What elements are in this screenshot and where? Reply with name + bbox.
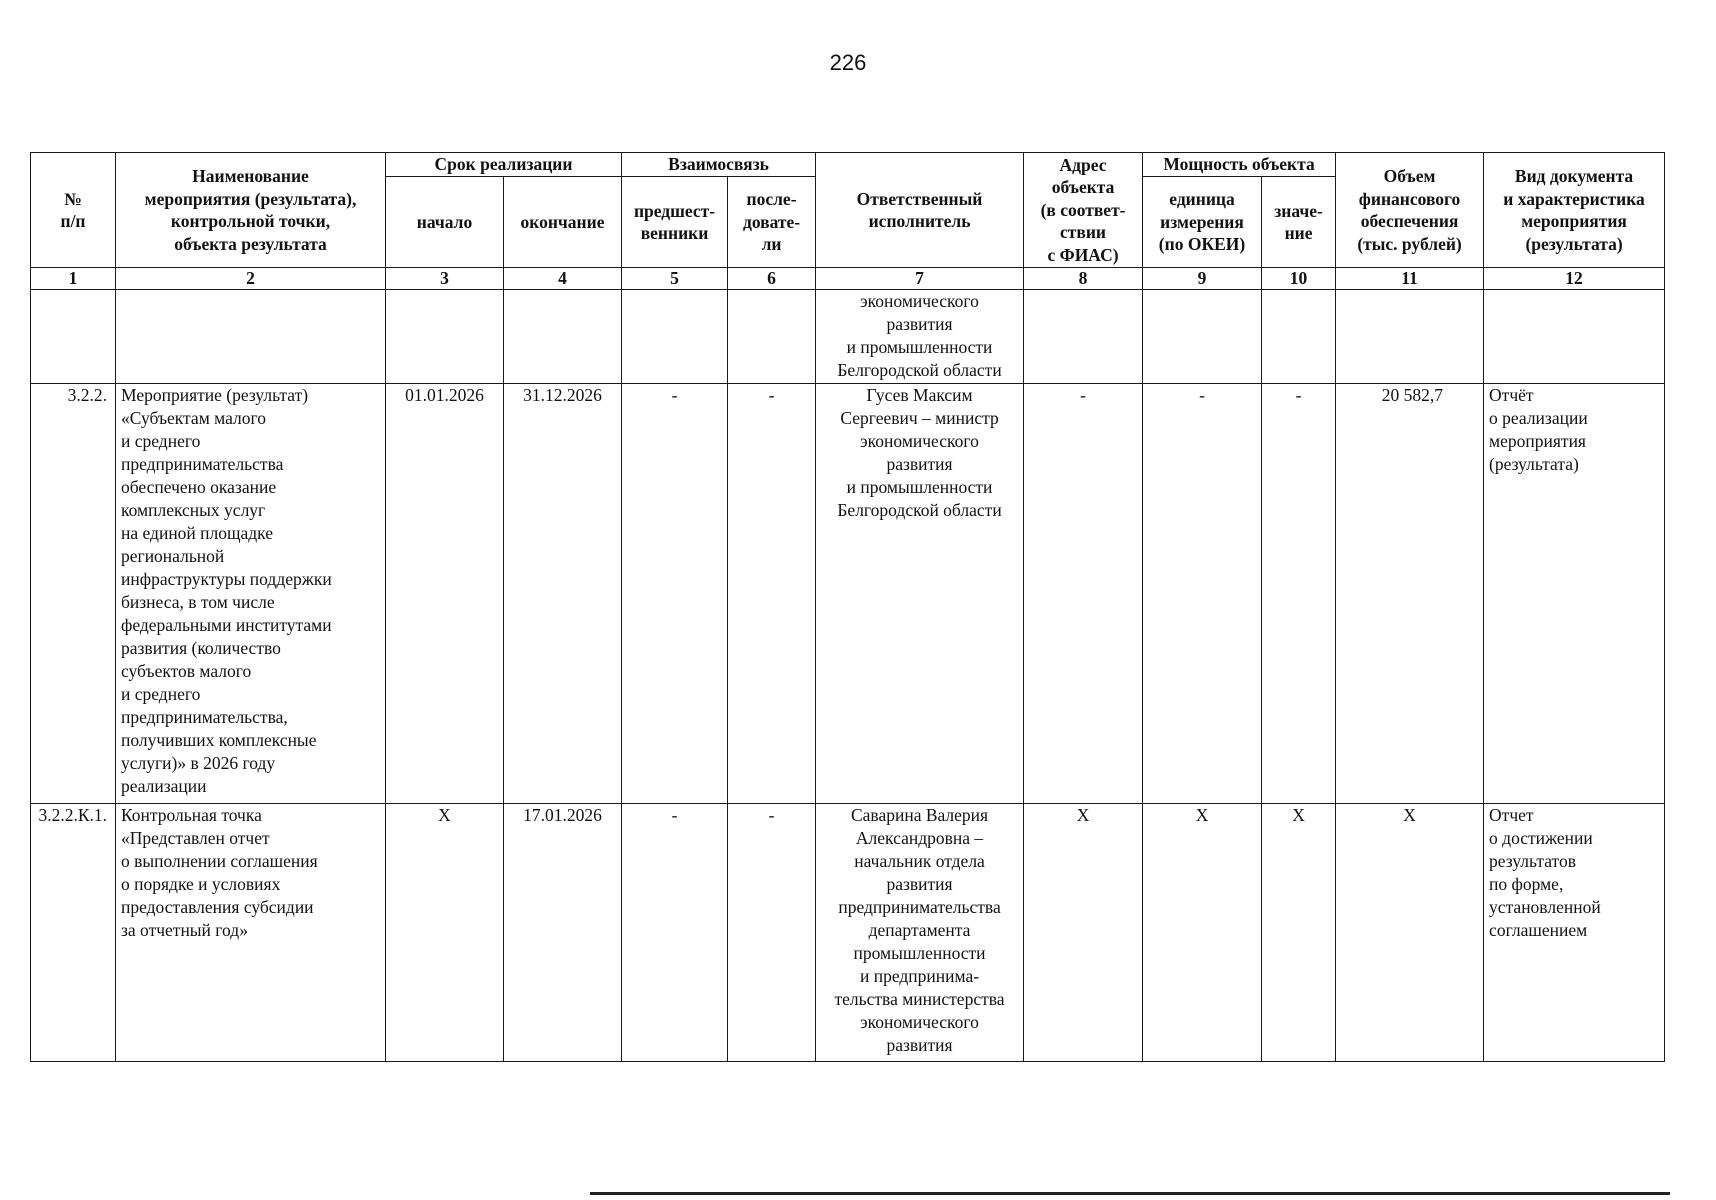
cell-responsible: экономического развития и промышленности Белгородской области bbox=[816, 290, 1024, 384]
cell-value: X bbox=[1262, 804, 1336, 1062]
header-document: Вид документа и характеристика мероприятия (результата) bbox=[1484, 153, 1665, 268]
cell-end: 31.12.2026 bbox=[504, 384, 622, 804]
cell-number: 3.2.2.К.1. bbox=[31, 804, 116, 1062]
cell-name: Контрольная точка «Представлен отчет о выполнении соглашения о порядке и условиях предоставления субсидии за отчетный год» bbox=[116, 804, 386, 1062]
header-number: № п/п bbox=[31, 153, 116, 268]
cell-name bbox=[116, 290, 386, 384]
column-number: 2 bbox=[116, 268, 386, 290]
cell-start bbox=[386, 290, 504, 384]
header-address: Адрес объекта (в соответ- ствии с ФИАС) bbox=[1024, 153, 1143, 268]
cell-name: Мероприятие (результат) «Субъектам малого и среднего предпринимательства обеспечено оказание комплексных услуг на единой площадке региональной инфраструктуры поддержки бизнеса, в том числе федеральными институтами развития (количество субъектов малого и среднего предпринимательства, получивших комплексные услуги)» в 2026 году реализации bbox=[116, 384, 386, 804]
header-responsible: Ответственный исполнитель bbox=[816, 153, 1024, 268]
table-row-checkpoint bbox=[31, 804, 1665, 1062]
cell-finance bbox=[1336, 290, 1484, 384]
cell-start: X bbox=[386, 804, 504, 1062]
cell-responsible: Саварина Валерия Александровна – начальник отдела развития предпринимательства департамента промышленности и предпринима- тельства министерства экономического развития bbox=[816, 804, 1024, 1062]
header-group-power: Мощность объекта bbox=[1143, 153, 1336, 177]
header-group-link: Взаимосвязь bbox=[622, 153, 816, 177]
cell-unit: - bbox=[1143, 384, 1262, 804]
header-name: Наименование мероприятия (результата), контрольной точки, объекта результата bbox=[116, 153, 386, 268]
cell-document: Отчет о достижении результатов по форме, установленной соглашением bbox=[1484, 804, 1665, 1062]
plan-table-container bbox=[30, 152, 1664, 1062]
column-number: 9 bbox=[1143, 268, 1262, 290]
cell-number: 3.2.2. bbox=[31, 384, 116, 804]
cell-start: 01.01.2026 bbox=[386, 384, 504, 804]
page-bottom-rule bbox=[590, 1192, 1670, 1195]
plan-table bbox=[30, 152, 1665, 1062]
cell-value: - bbox=[1262, 384, 1336, 804]
column-number: 7 bbox=[816, 268, 1024, 290]
column-number: 1 bbox=[31, 268, 116, 290]
column-number: 8 bbox=[1024, 268, 1143, 290]
header-group-term: Срок реализации bbox=[386, 153, 622, 177]
header-successors: после- довате- ли bbox=[728, 177, 816, 268]
column-number: 4 bbox=[504, 268, 622, 290]
cell-predecessors: - bbox=[622, 384, 728, 804]
cell-address: - bbox=[1024, 384, 1143, 804]
column-number-row bbox=[31, 268, 1665, 290]
cell-document: Отчёт о реализации мероприятия (результата) bbox=[1484, 384, 1665, 804]
cell-predecessors bbox=[622, 290, 728, 384]
table-header bbox=[31, 153, 1665, 290]
cell-finance: X bbox=[1336, 804, 1484, 1062]
column-number: 5 bbox=[622, 268, 728, 290]
cell-unit bbox=[1143, 290, 1262, 384]
table-row-measure bbox=[31, 384, 1665, 804]
cell-end bbox=[504, 290, 622, 384]
cell-address: X bbox=[1024, 804, 1143, 1062]
column-number: 12 bbox=[1484, 268, 1665, 290]
header-predecessors: предшест- венники bbox=[622, 177, 728, 268]
cell-predecessors: - bbox=[622, 804, 728, 1062]
page-number: 226 bbox=[829, 50, 867, 75]
cell-successors: - bbox=[728, 804, 816, 1062]
cell-unit: X bbox=[1143, 804, 1262, 1062]
header-start: начало bbox=[386, 177, 504, 268]
table-row-continuation bbox=[31, 290, 1665, 384]
cell-address bbox=[1024, 290, 1143, 384]
column-number: 11 bbox=[1336, 268, 1484, 290]
column-number: 10 bbox=[1262, 268, 1336, 290]
cell-successors bbox=[728, 290, 816, 384]
cell-number bbox=[31, 290, 116, 384]
header-value: значе- ние bbox=[1262, 177, 1336, 268]
header-finance: Объем финансового обеспечения (тыс. рублей) bbox=[1336, 153, 1484, 268]
header-end: окончание bbox=[504, 177, 622, 268]
cell-end: 17.01.2026 bbox=[504, 804, 622, 1062]
cell-responsible: Гусев Максим Сергеевич – министр экономического развития и промышленности Белгородской области bbox=[816, 384, 1024, 804]
cell-document bbox=[1484, 290, 1665, 384]
cell-value bbox=[1262, 290, 1336, 384]
column-number: 6 bbox=[728, 268, 816, 290]
cell-finance: 20 582,7 bbox=[1336, 384, 1484, 804]
header-unit: единица измерения (по ОКЕИ) bbox=[1143, 177, 1262, 268]
table-body bbox=[31, 290, 1665, 1062]
column-number: 3 bbox=[386, 268, 504, 290]
cell-successors: - bbox=[728, 384, 816, 804]
